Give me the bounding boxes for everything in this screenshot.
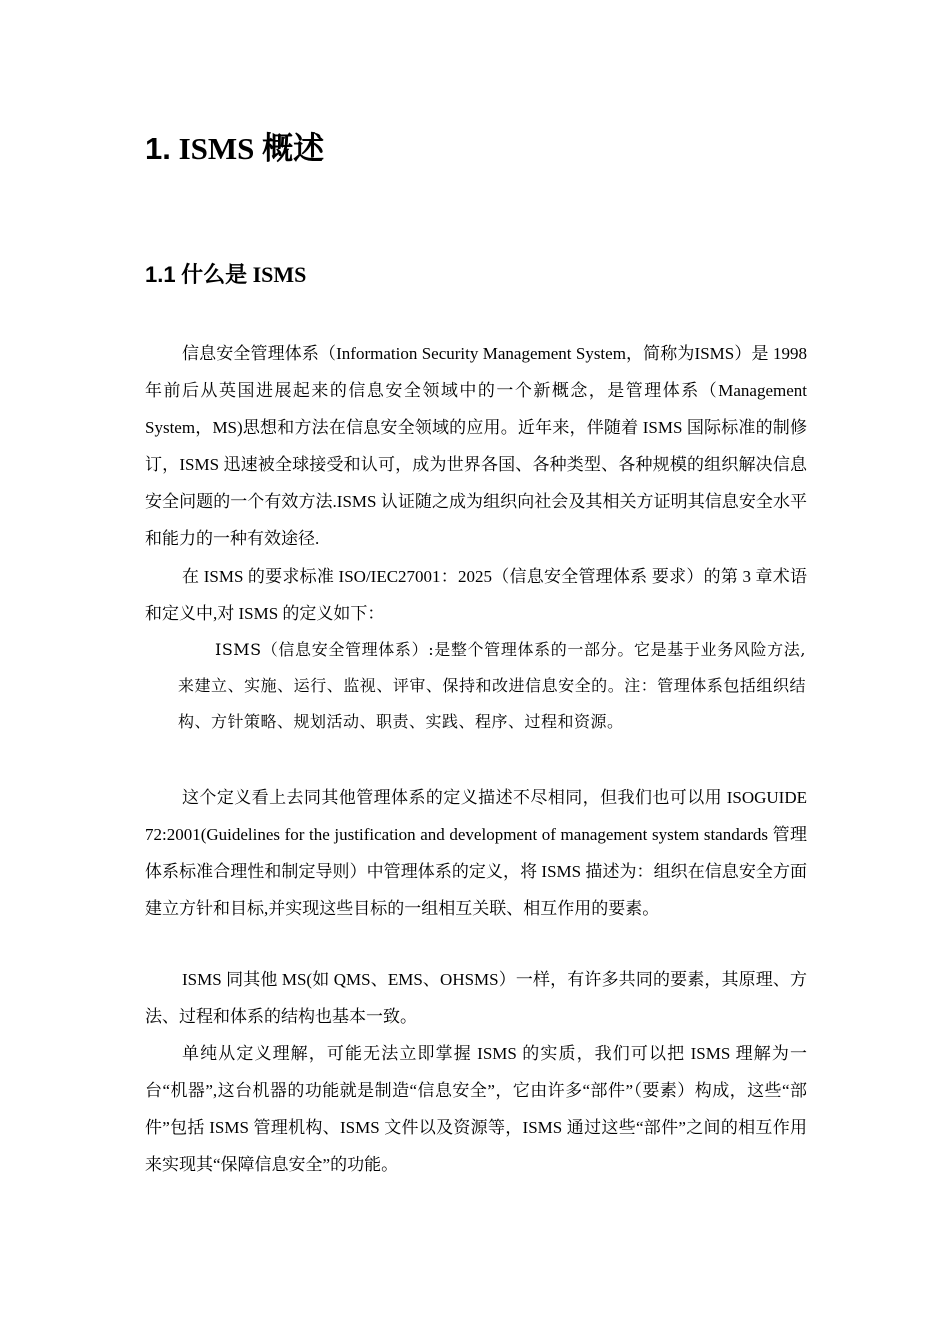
paragraph-guide-definition: 这个定义看上去同其他管理体系的定义描述不尽相同，但我们也可以用 ISOGUIDE 72:2001(Guidelines for the justification and development of management system standards 管理体系标准合理性和制定导则）中管理体系的定义，将 ISMS 描述为：组织在信息安全方面建立方针和目标,并实现这些目标的一组相互关联、相互作用的要素。 (145, 788, 807, 918)
section-heading (145, 258, 306, 292)
section-number: 1.1 (145, 262, 176, 287)
section-title: 什么是 ISMS (181, 262, 307, 287)
paragraph-standard-reference: 在 ISMS 的要求标准 ISO/IEC27001：2025（信息安全管理体系 要求）的第 3 章术语和定义中,对 ISMS 的定义如下： (145, 567, 807, 623)
chapter-title: ISMS 概述 (178, 131, 325, 166)
chapter-number: 1. (145, 131, 171, 166)
paragraph-machine-analogy: 单纯从定义理解，可能无法立即掌握 ISMS 的实质，我们可以把 ISMS 理解为一台“机器”,这台机器的功能就是制造“信息安全”，它由许多“部件”（要素）构成，这些“部件”包括 ISMS 管理机构、ISMS 文件以及资源等，ISMS 通过这些“部件”之间的相互作用来实现其“保障信息安全”的功能。 (145, 1044, 807, 1174)
paragraph-ms-comparison: ISMS 同其他 MS(如 QMS、EMS、OHSMS）一样，有许多共同的要素，其原理、方法、过程和体系的结构也基本一致。 (145, 970, 807, 1026)
paragraph-isms-intro: 信息安全管理体系（Information Security Management System，简称为ISMS）是 1998 年前后从英国进展起来的信息安全领域中的一个新概念，是管理体系（Management System，MS)思想和方法在信息安全领域的应用。近年来，伴随着 ISMS 国际标准的制修订，ISMS 迅速被全球接受和认可，成为世界各国、各种类型、各种规模的组织解决信息安全问题的一个有效方法.ISMS 认证随之成为组织向社会及其相关方证明其信息安全水平和能力的一种有效途径. (145, 344, 807, 548)
chapter-heading (145, 127, 324, 171)
definition-quote: ISMS（信息安全管理体系）:是整个管理体系的一部分。它是基于业务风险方法,来建立、实施、运行、监视、评审、保持和改进信息安全的。注：管理体系包括组织结构、方针策略、规划活动、职责、实践、程序、过程和资源。 (178, 640, 806, 731)
